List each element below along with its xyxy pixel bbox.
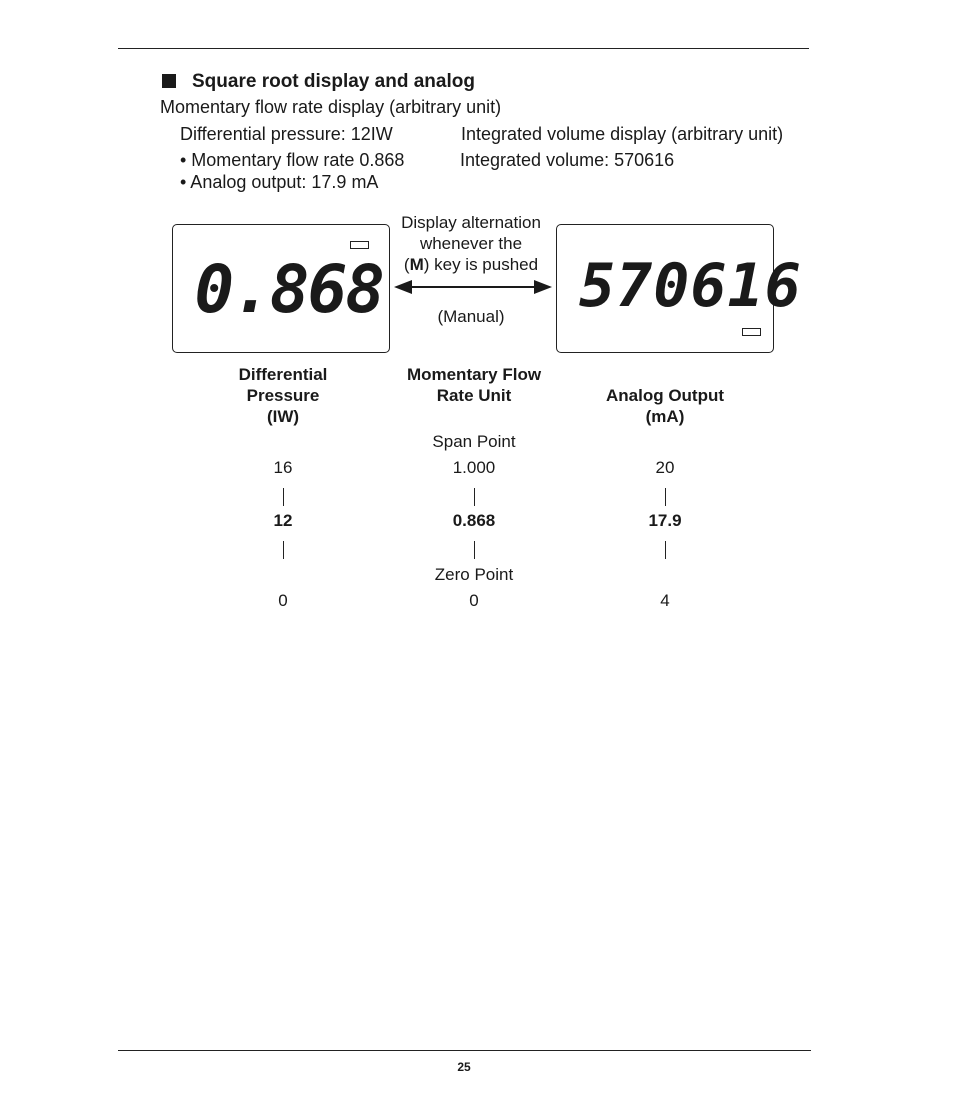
double-arrow-icon [394,277,552,297]
lcd-integrated-volume [556,224,802,353]
lcd-indicator [742,328,761,336]
flow-span-value: 1.000 [452,458,496,477]
ao-current-value: 17.9 [648,511,682,530]
alternation-note [388,212,554,275]
dp-upper-bar [283,488,284,506]
dp-current-value: 12 [273,511,293,530]
momentary-flow-column [384,364,564,406]
ao-upper-bar [665,488,666,506]
footer-rule [118,1050,811,1051]
column-heading-unit: (IW) [266,407,300,426]
analog-output-bullet: • Analog output: 17.9 mA [180,172,379,192]
page-number: 25 [457,1060,471,1074]
ao-span-value: 20 [655,458,675,477]
flow-upper-bar [474,488,475,506]
header-rule [118,48,809,49]
analog-output-column [585,385,745,427]
flow-lower-bar [474,541,475,559]
lcd-momentary-flow-value: 0.868 [194,251,383,328]
differential-pressure-column [203,364,363,427]
section-subtitle: Momentary flow rate display (arbitrary unit) [160,97,502,117]
ao-lower-bar [665,541,666,559]
lcd-indicator [350,241,369,249]
column-heading-line: Analog Output [605,386,725,405]
integrated-volume-text: Integrated volume: 570616 [460,150,675,170]
column-heading-line: Rate Unit [436,386,512,405]
differential-pressure-text: Differential pressure: 12IW [180,124,393,144]
momentary-flow-rate-bullet: • Momentary flow rate 0.868 [180,150,405,170]
zero-point-label: Zero Point [434,565,514,584]
section-bullet-icon [162,74,176,88]
ao-zero-value: 4 [660,591,670,610]
flow-zero-value: 0 [469,591,479,610]
column-heading-line: Momentary Flow [406,365,542,384]
flow-current-value: 0.868 [452,511,496,530]
dp-span-value: 16 [273,458,293,477]
note-line-2: whenever the [419,234,523,253]
span-point-label: Span Point [432,432,516,451]
manual-label: (Manual) [437,307,505,326]
section-title: Square root display and analog [192,71,475,92]
column-heading-line: Pressure [246,386,320,405]
dp-zero-value: 0 [278,591,288,610]
column-heading-line: Differential [238,365,328,384]
integrated-volume-display-text: Integrated volume display (arbitrary unit) [461,124,784,144]
dp-lower-bar [283,541,284,559]
lcd-integrated-volume-value: 570616 [579,251,802,321]
m-key-label: M [409,255,424,274]
lcd-momentary-flow [172,224,390,353]
note-line-3: (M) key is pushed [403,255,539,274]
column-heading-unit: (mA) [645,407,685,426]
note-line-1: Display alternation [401,213,541,232]
